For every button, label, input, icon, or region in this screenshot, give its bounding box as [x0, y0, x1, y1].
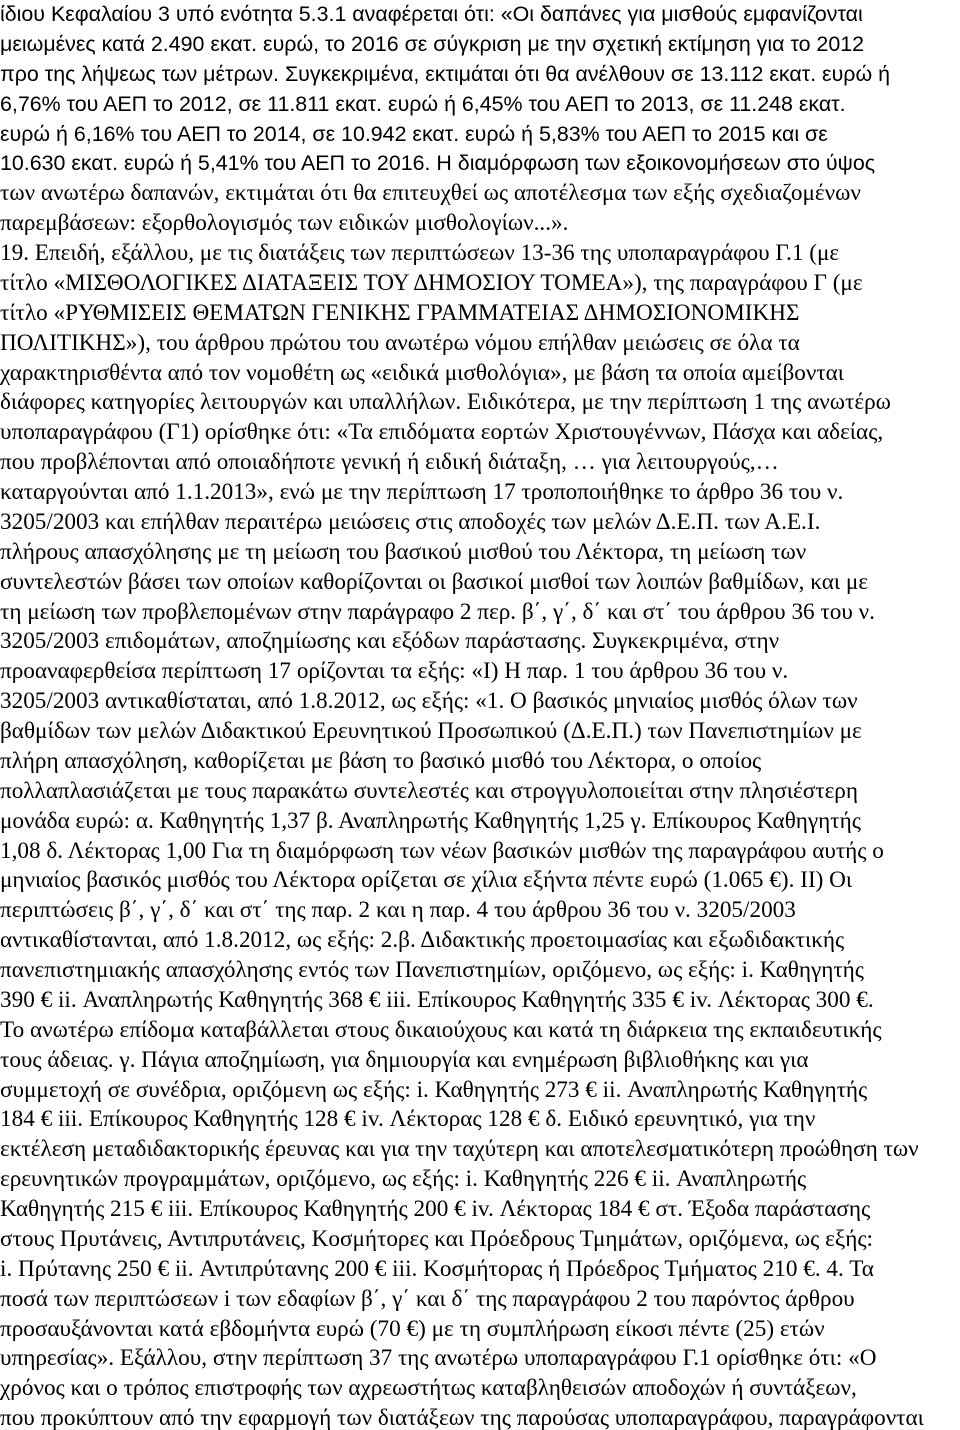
text-line: ΠΟΛΙΤΙΚΗΣ»), του άρθρου πρώτου του ανωτέρω νόμου επήλθαν μειώσεις σε όλα τα: [0, 329, 800, 356]
text-line: 1,08 δ. Λέκτορας 1,00 Για τη διαμόρφωση των νέων βασικών μισθών της παραγράφου αυτής ο: [0, 837, 884, 864]
text-line: 390 € ii. Αναπληρωτής Καθηγητής 368 € iii. Επίκουρος Καθηγητής 335 € iv. Λέκτορας 300 €.: [0, 986, 874, 1013]
text-line: που προκύπτουν από την εφαρμογή των διατάξεων της παρούσας υποπαραγράφου, παραγράφονται: [0, 1405, 924, 1430]
text-line: 3205/2003 και επήλθαν περαιτέρω μειώσεις στις αποδοχές των μελών Δ.Ε.Π. των Α.Ε.Ι.: [0, 508, 821, 535]
text-line: 10.630 εκατ. ευρώ ή 5,41% του ΑΕΠ το 2016. Η διαμόρφωση των εξοικονομήσεων στο ύψος: [0, 151, 876, 176]
text-line: που προβλέπονται από οποιαδήποτε γενική ή ειδική διάταξη, … για λειτουργούς,…: [0, 449, 779, 476]
text-line: μονάδα ευρώ: α. Καθηγητής 1,37 β. Αναπληρωτής Καθηγητής 1,25 γ. Επίκουρος Καθηγητής: [0, 807, 861, 834]
text-line: αντικαθίστανται, από 1.8.2012, ως εξής: 2.β. Διδακτικής προετοιμασίας και εξωδιδακτικής: [0, 927, 845, 954]
text-line: πλήρους απασχόλησης με τη μείωση του βασικού μισθού του Λέκτορα, τη μείωση των: [0, 538, 807, 565]
text-line: περιπτώσεις β΄, γ΄, δ΄ και στ΄ της παρ. 2 και η παρ. 4 του άρθρου 36 του ν. 3205/2003: [0, 897, 796, 924]
text-line: καταργούνται από 1.1.2013», ενώ με την περίπτωση 17 τροποποιήθηκε το άρθρο 36 του ν.: [0, 479, 844, 505]
text-line: 19. Επειδή, εξάλλου, με τις διατάξεις των περιπτώσεων 13-36 της υποπαραγράφου Γ.1 (με: [0, 240, 840, 266]
text-line: Καθηγητής 215 € iii. Επίκουρος Καθηγητής 200 € iv. Λέκτορας 184 € στ. Έξοδα παράστασης: [0, 1196, 871, 1222]
text-line: τους άδειας. γ. Πάγια αποζημίωση, για δημιουργία και ενημέρωση βιβλιοθήκης και για: [0, 1046, 809, 1073]
text-line: υποπαραγράφου (Γ1) ορίσθηκε ότι: «Τα επιδόματα εορτών Χριστουγέννων, Πάσχα και αδείας,: [0, 419, 884, 446]
text-line: προσαυξάνονται κατά εβδομήντα ευρώ (70 €) με τη συμπλήρωση είκοσι πέντε (25) ετών: [0, 1315, 825, 1342]
text-line: εκτέλεση μεταδιδακτορικής έρευνας και για την ταχύτερη και αποτελεσματικότερη προώθηση των: [0, 1136, 919, 1163]
text-line: τίτλο «ΜΙΣΘΟΛΟΓΙΚΕΣ ΔΙΑΤΑΞΕΙΣ ΤΟΥ ΔΗΜΟΣΙΟΥ ΤΟΜΕΑ»), της παραγράφου Γ (με: [0, 269, 863, 296]
text-line: πλήρη απασχόληση, καθορίζεται με βάση το βασικό μισθό του Λέκτορα, ο οποίος: [0, 747, 762, 774]
text-line: χρόνος και ο τρόπος επιστροφής των αχρεωστήτως καταβληθεισών αποδοχών ή συντάξεων,: [0, 1375, 857, 1402]
text-line: ποσά των περιπτώσεων i των εδαφίων β΄, γ΄ και δ΄ της παραγράφου 2 του παρόντος άρθρου: [0, 1285, 855, 1312]
text-line: προ της λήψεως των μέτρων. Συγκεκριμένα, εκτιμάται ότι θα ανέλθουν σε 13.112 εκατ. ευρώ ή: [0, 61, 890, 86]
text-line: παρεμβάσεων: εξορθολογισμός των ειδικών μισθολογίων...».: [0, 210, 569, 237]
text-line: μειωμένες κατά 2.490 εκατ. ευρώ, το 2016 σε σύγκριση με την σχετική εκτίμηση για το 2012: [0, 31, 865, 56]
text-line: 184 € iii. Επίκουρος Καθηγητής 128 € iv. Λέκτορας 128 € δ. Ειδικό ερευνητικό, για την: [0, 1106, 816, 1133]
text-line: ερευνητικών προγραμμάτων, οριζόμενο, ως εξής: i. Καθηγητής 226 € ii. Αναπληρωτής: [0, 1166, 807, 1193]
text-line: των ανωτέρω δαπανών, εκτιμάται ότι θα επιτευχθεί ως αποτέλεσμα των εξής σχεδιαζομένων: [0, 180, 861, 207]
text-line: πανεπιστημιακής απασχόλησης εντός των Πανεπιστημίων, οριζόμενο, ως εξής: i. Καθηγητής: [0, 957, 864, 983]
text-line: χαρακτηρισθέντα από τον νομοθέτη ως «ειδικά μισθολόγια», με βάση τα οποία αμείβονται: [0, 359, 845, 386]
text-line: 3205/2003 αντικαθίσταται, από 1.8.2012, ως εξής: «1. Ο βασικός μηνιαίος μισθός όλων των: [0, 688, 858, 715]
text-line: μηνιαίος βασικός μισθός του Λέκτορα ορίζεται σε χίλια εξήντα πέντε ευρώ (1.065 €). ΙΙ) Οι: [0, 867, 853, 894]
text-line: ευρώ ή 6,16% του ΑΕΠ το 2014, σε 10.942 εκατ. ευρώ ή 5,83% του ΑΕΠ το 2015 και σε: [0, 121, 828, 146]
text-line: τη μείωση των προβλεπομένων στην παράγραφο 2 περ. β΄, γ΄, δ΄ και στ΄ του άρθρου 36 του ν.: [0, 598, 875, 625]
text-line: πολλαπλασιάζεται με τους παρακάτω συντελεστές και στρογγυλοποιείται στην πλησιέστερη: [0, 777, 859, 804]
text-line: Το ανωτέρω επίδομα καταβάλλεται στους δικαιούχους και κατά τη διάρκεια της εκπαιδευτικής: [0, 1016, 882, 1043]
text-line: προαναφερθείσα περίπτωση 17 ορίζονται τα εξής: «Ι) Η παρ. 1 του άρθρου 36 του ν.: [0, 658, 789, 685]
text-line: υπηρεσίας». Εξάλλου, στην περίπτωση 37 της ανωτέρω υποπαραγράφου Γ.1 ορίσθηκε ότι: «Ο: [0, 1345, 877, 1372]
text-line: i. Πρύτανης 250 € ii. Αντιπρύτανης 200 € iii. Κοσμήτορας ή Πρόεδρος Τμήματος 210 €. 4. Τα: [0, 1255, 874, 1282]
text-line: βαθμίδων των μελών Διδακτικού Ερευνητικού Προσωπικού (Δ.Ε.Π.) των Πανεπιστημίων με: [0, 718, 862, 744]
text-line: συντελεστών βάσει των οποίων καθορίζονται οι βασικοί μισθοί των λοιπών βαθμίδων, και με: [0, 568, 869, 595]
text-line: συμμετοχή σε συνέδρια, οριζόμενη ως εξής: i. Καθηγητής 273 € ii. Αναπληρωτής Καθηγητής: [0, 1076, 868, 1103]
text-line: 6,76% του ΑΕΠ το 2012, σε 11.811 εκατ. ευρώ ή 6,45% του ΑΕΠ το 2013, σε 11.248 εκατ.: [0, 91, 846, 116]
text-line: στους Πρυτάνεις, Αντιπρυτάνεις, Κοσμήτορες και Πρόεδρους Τμημάτων, οριζόμενα, ως εξής:: [0, 1225, 873, 1252]
text-line: 3205/2003 επιδομάτων, αποζημίωσης και εξόδων παράστασης. Συγκεκριμένα, στην: [0, 628, 780, 655]
text-line: τίτλο «ΡΥΘΜΙΣΕΙΣ ΘΕΜΑΤΩΝ ΓΕΝΙΚΗΣ ΓΡΑΜΜΑΤΕΙΑΣ ΔΗΜΟΣΙΟΝΟΜΙΚΗΣ: [0, 299, 800, 326]
text-line: διάφορες κατηγορίες λειτουργών και υπαλλήλων. Ειδικότερα, με την περίπτωση 1 της ανωτέρω: [0, 389, 891, 416]
text-line: ίδιου Κεφαλαίου 3 υπό ενότητα 5.3.1 αναφέρεται ότι: «Οι δαπάνες για μισθούς εμφανίζονται: [0, 2, 863, 26]
